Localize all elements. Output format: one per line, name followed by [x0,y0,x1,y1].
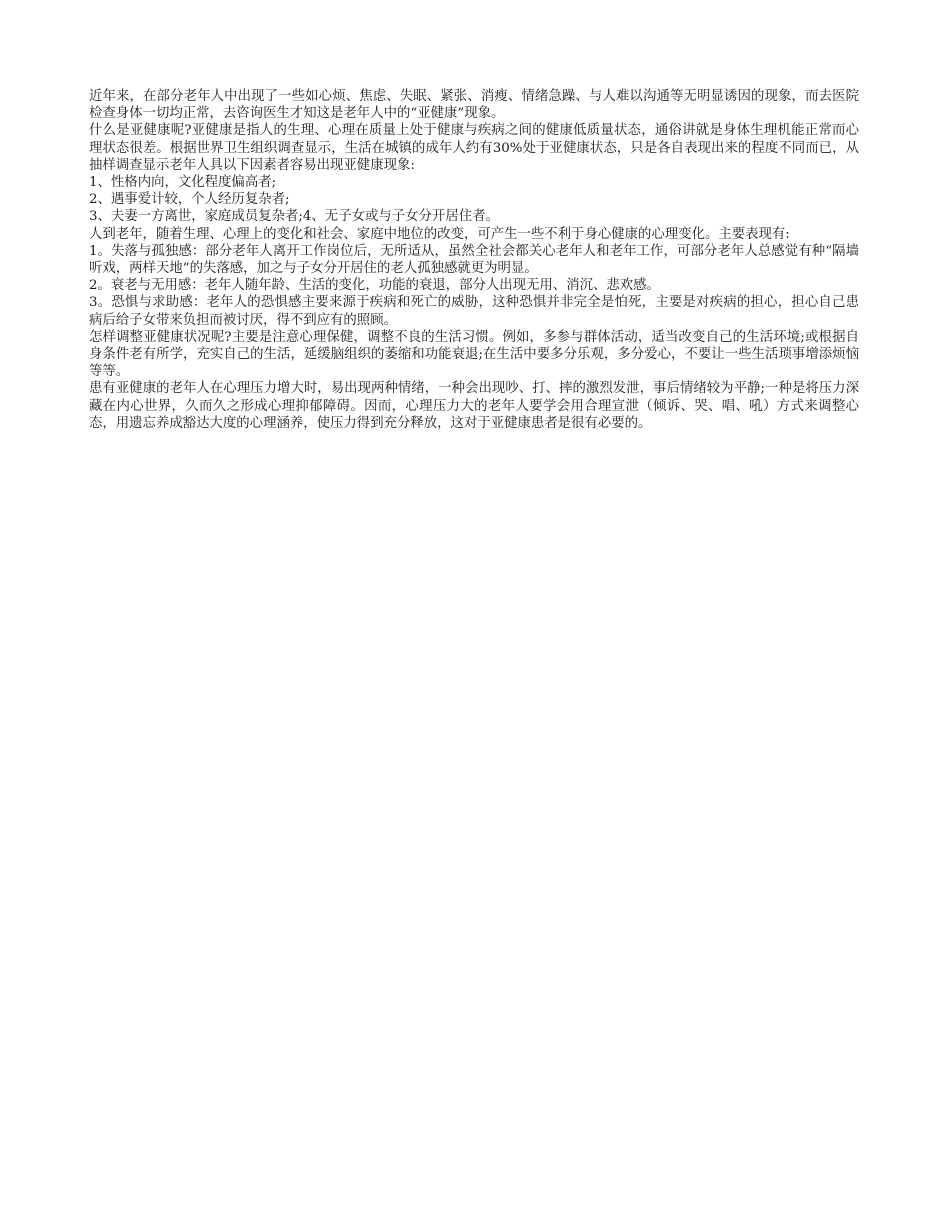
list-item-loneliness: 1。失落与孤独感：部分老年人离开工作岗位后，无所适从，虽然全社会都关心老年人和老年工作，可部分老年人总感觉有种“隔墙听戏，两样天地”的失落感，加之与子女分开居住的老人孤独感就更为明显。 [89,243,859,277]
document-body [89,88,859,432]
paragraph-intro: 近年来，在部分老年人中出现了一些如心烦、焦虑、失眠、紧张、消瘦、情绪急躁、与人难以沟通等无明显诱因的现象，而去医院检查身体一切均正常，去咨询医生才知这是老年人中的“亚健康”现象。 [89,89,859,122]
list-item-factor-1: 1、性格内向，文化程度偏高者; [89,175,277,191]
paragraph-conclusion: 患有亚健康的老年人在心理压力增大时，易出现两种情绪，一种会出现吵、打、摔的激烈发泄，事后情绪较为平静;一种是将压力深藏在内心世界，久而久之形成心理抑郁障碍。因而，心理压力大的老年人要学会用合理宣泄（倾诉、哭、唱、吼）方式来调整心态，用遗忘养成豁达大度的心理涵养，使压力得到充分释放，这对于亚健康患者是很有必要的。 [89,381,859,431]
list-item-factor-2: 2、遇事爱计较，个人经历复杂者; [89,192,290,208]
paragraph-adjustment: 怎样调整亚健康状况呢?主要是注意心理保健，调整不良的生活习惯。例如，多参与群体活动，适当改变自己的生活环境;或根据自身条件老有所学，充实自己的生活，延缓脑组织的萎缩和功能衰退;在生活中要多分乐观，多分爱心，不要让一些生活琐事增添烦恼等等。 [89,329,859,380]
paragraph-definition: 什么是亚健康呢?亚健康是指人的生理、心理在质量上处于健康与疾病之间的健康低质量状态，通俗讲就是身体生理机能正常而心理状态很差。根据世界卫生组织调查显示，生活在城镇的成年人约有30%处于亚健康状态，只是各自表现出来的程度不同而已，从抽样调查显示老年人具以下因素者容易出现亚健康现象: [89,123,859,173]
list-item-fear: 3。恐惧与求助感：老年人的恐惧感主要来源于疾病和死亡的威胁，这种恐惧并非完全是怕死，主要是对疾病的担心，担心自己患病后给子女带来负担而被讨厌，得不到应有的照顾。 [89,295,859,328]
list-item-uselessness: 2。衰老与无用感：老年人随年龄、生活的变化，功能的衰退，部分人出现无用、消沉、悲欢感。 [89,278,660,294]
list-item-factor-3-4: 3、夫妻一方离世，家庭成员复杂者;4、无子女或与子女分开居住者。 [89,209,499,225]
paragraph-changes: 人到老年，随着生理、心理上的变化和社会、家庭中地位的改变，可产生一些不利于身心健康的心理变化。主要表现有: [89,226,790,242]
